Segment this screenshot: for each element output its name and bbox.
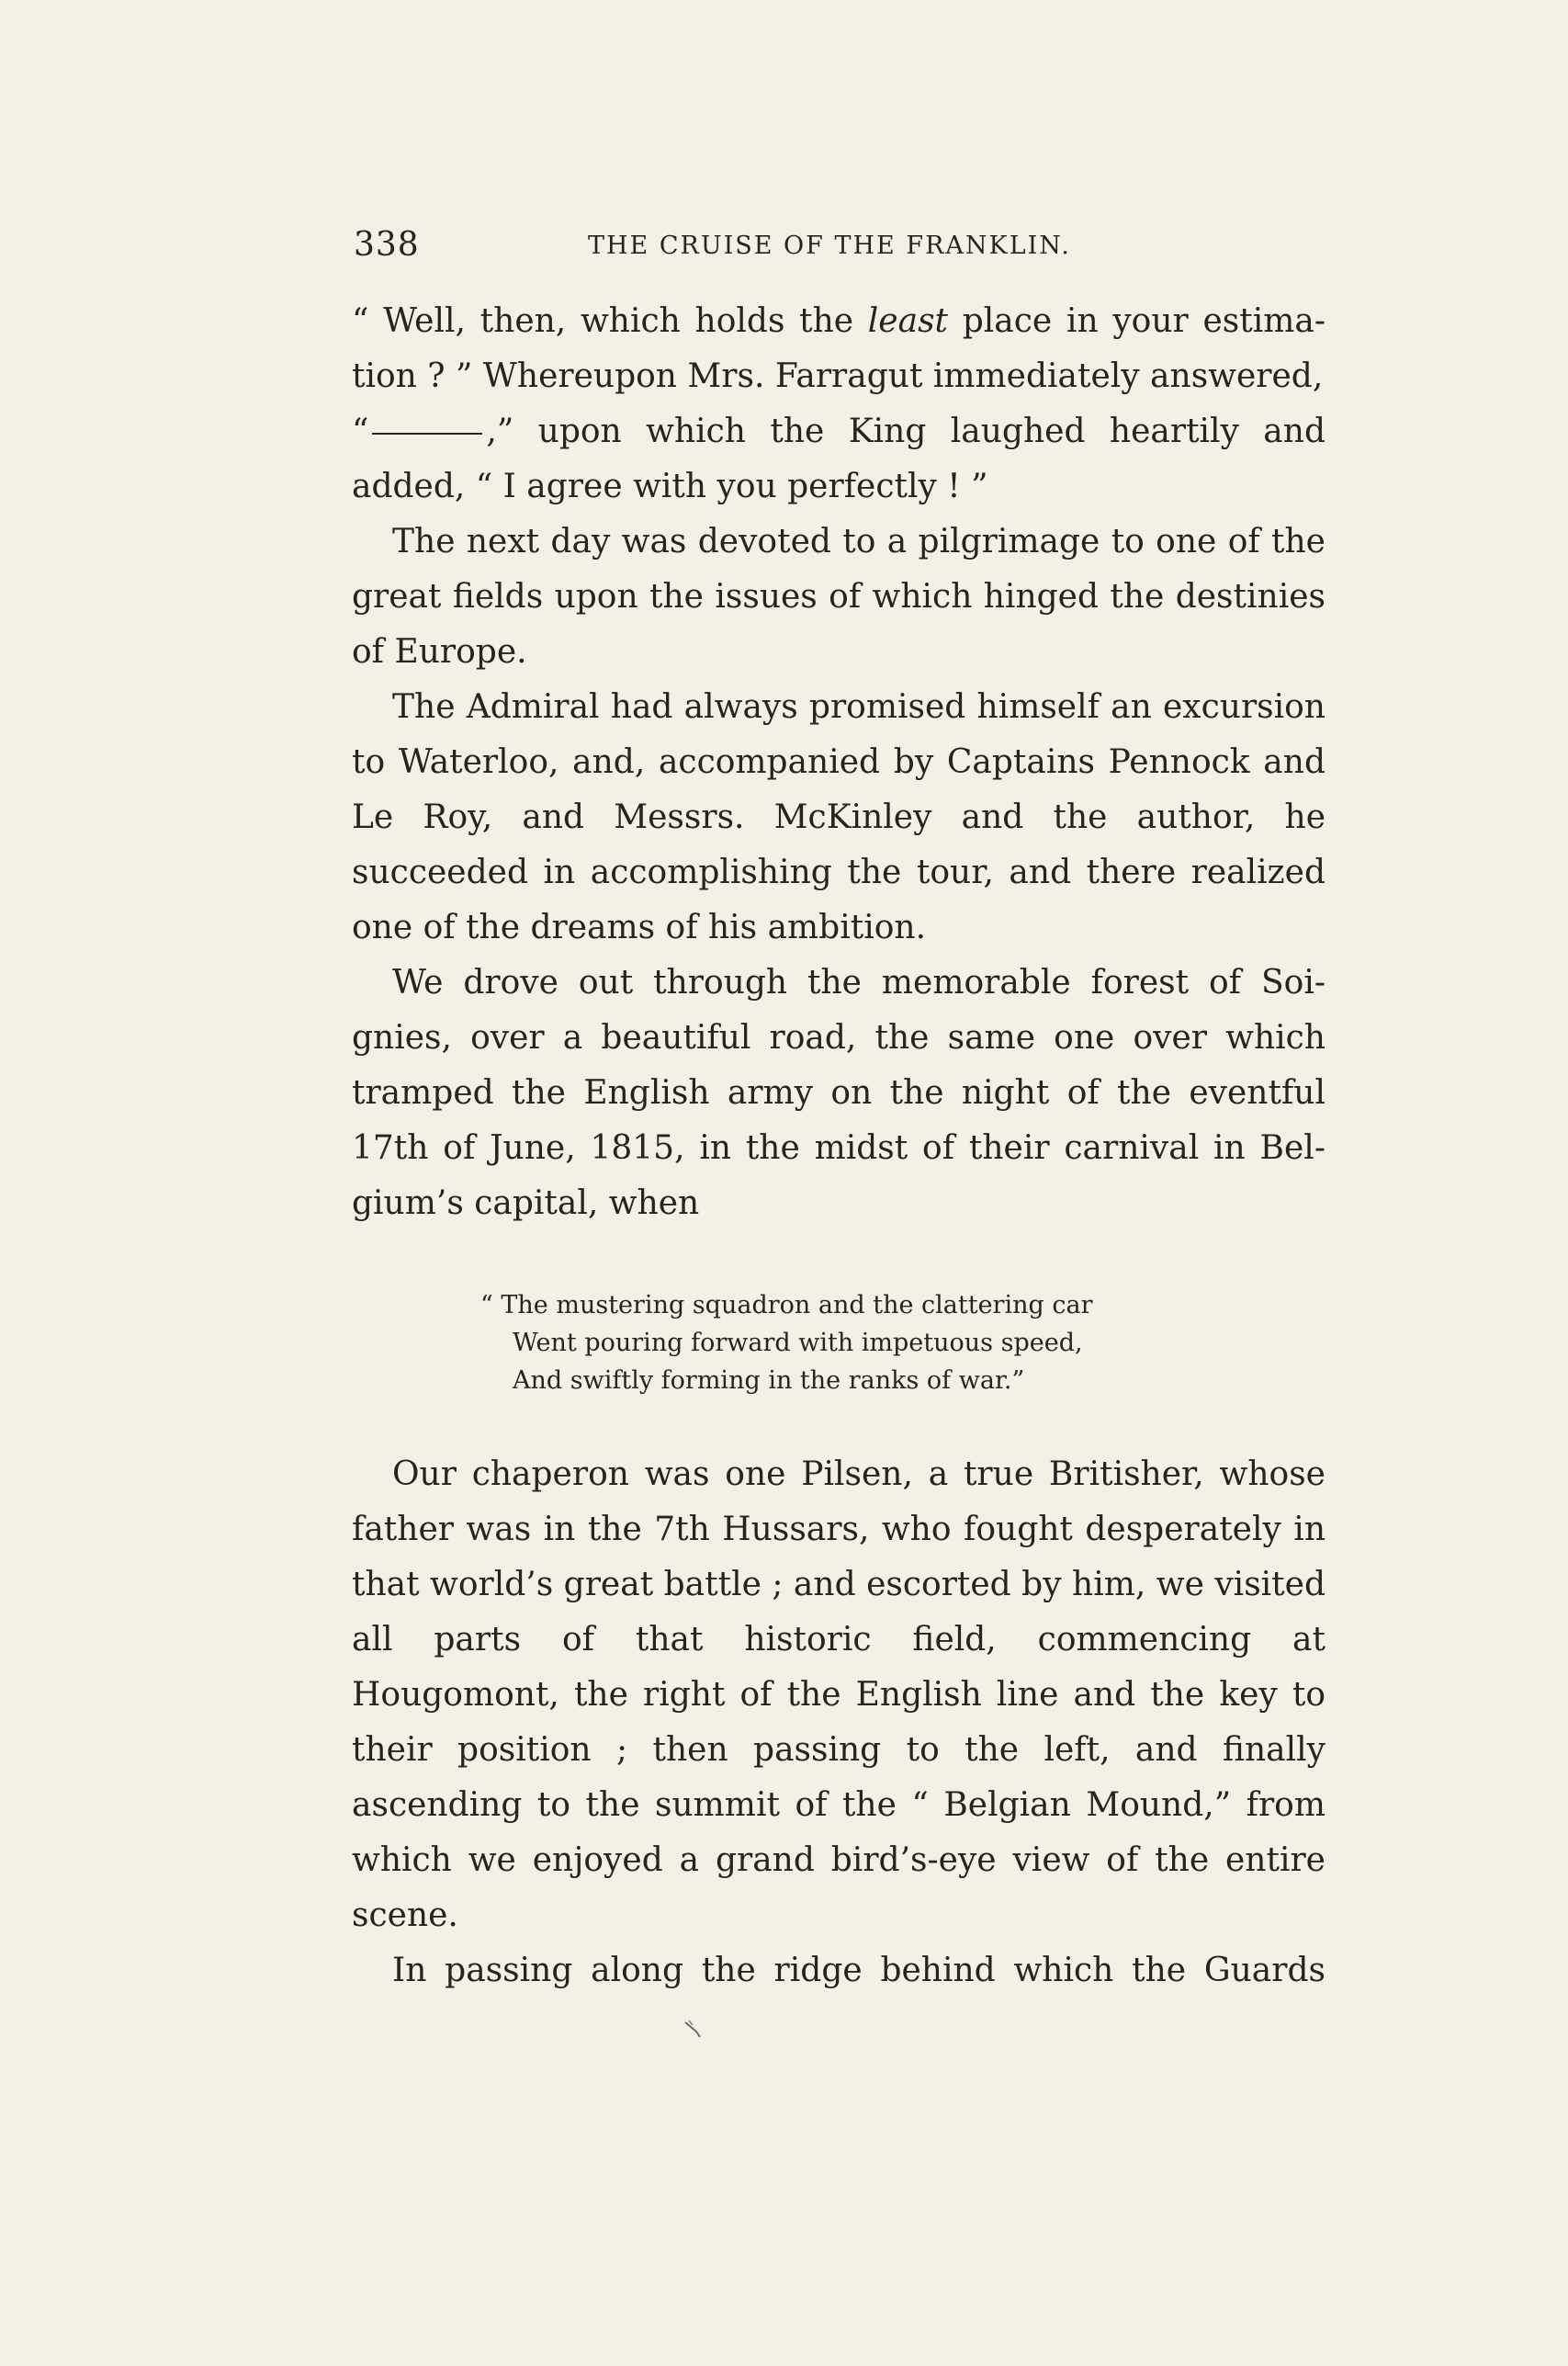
paragraph-waterloo-excursion: The Admiral had always promised himself an excursion to Waterloo, and, accompanied by Captains Pennock and Le Roy, and Messrs. McKinley and the author, he succeeded in accomplishing the tour, and there realized one of the dreams of his ambition. xyxy=(352,688,1325,946)
paragraph-chaperon: Our chaperon was one Pilsen, a true Britisher, whose father was in the 7th Hussars, who fought desperately in that world’s great battle ; and escorted by him, we visited all parts of that historic field, commencing at Hougomont, the right of the English line and the key to their position ; then passing to the left, and finally ascending to the summit of the “ Belgian Mound,” from which we enjoyed a grand bird’s-eye view of the entire scene. xyxy=(352,1455,1325,1934)
verse-line: Went pouring forward with impetuous speed, xyxy=(513,1329,1083,1357)
verse-line: And swiftly forming in the ranks of war.” xyxy=(513,1366,1025,1395)
page-number: 338 xyxy=(354,226,420,264)
open-quote: “ xyxy=(352,413,369,450)
paper-speck-mark xyxy=(682,2017,709,2044)
paragraph-ridge-continued: In passing along the ridge behind which the Guards xyxy=(392,1952,1325,1989)
paragraph-dialogue xyxy=(352,294,1325,404)
body-text-lower xyxy=(352,1447,1325,1998)
paragraph-forest-soignies: We drove out through the memorable forest of Soignies, over a beautiful road, the same one over which tramped the English army on the night of the eventful 17th of June, 1815, in the midst of their carnival in Belgium’s capital, when xyxy=(352,964,1325,1222)
paragraph-text: “ Well, then, which holds the xyxy=(352,302,868,340)
running-title: THE CRUISE OF THE FRANKLIN. xyxy=(588,232,1071,260)
emphasis-word: least xyxy=(867,302,949,340)
paragraph-text: ,” upon which the King laughed heartily and added, “ I agree with you perfectly ! ” xyxy=(352,413,1325,505)
running-head xyxy=(354,226,1325,272)
paragraph-text: place in your estimation ? ” Whereupon Mrs. Farragut immediately answered, xyxy=(352,302,1325,395)
verse-quotation xyxy=(480,1286,1179,1399)
body-text-upper xyxy=(352,294,1325,1231)
verse-line: “ The mustering squadron and the clattering car xyxy=(480,1291,1093,1319)
paragraph-pilgrimage: The next day was devoted to a pilgrimage to one of the great fields upon the issues of which hinged the destinies of Europe. xyxy=(352,523,1325,671)
paragraph-blank-reply xyxy=(352,404,1325,515)
redacted-blank-dash xyxy=(372,433,482,435)
